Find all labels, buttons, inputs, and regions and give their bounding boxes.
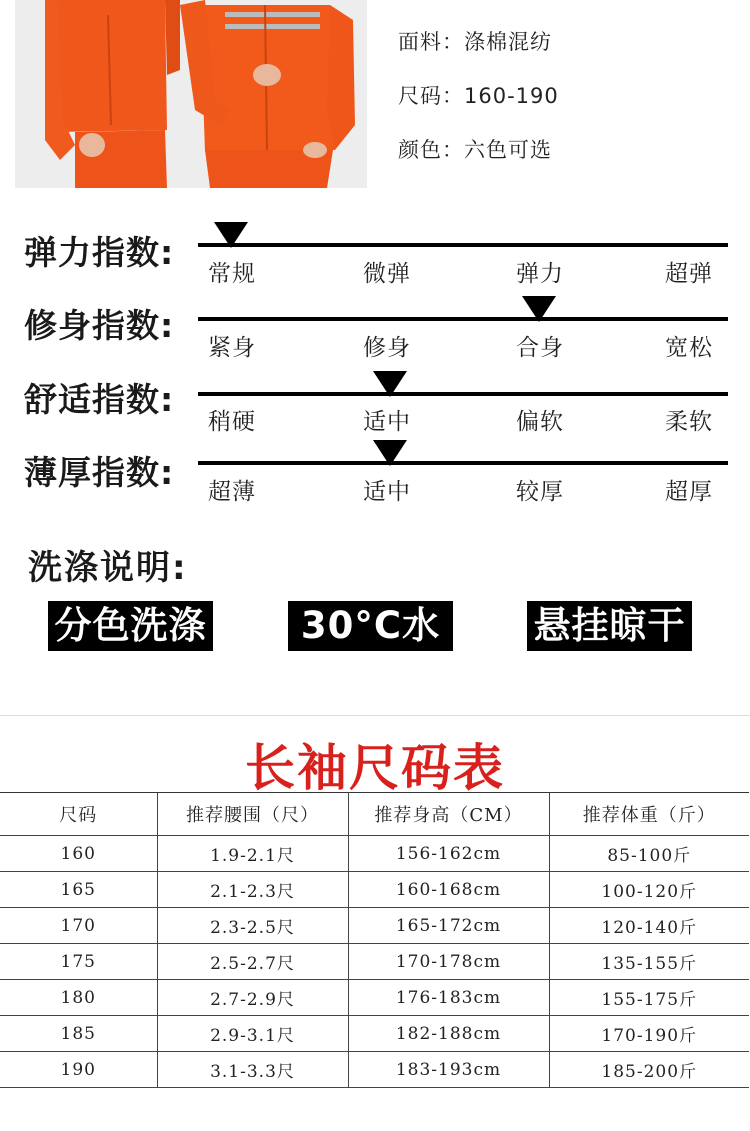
table-cell: 176-183cm <box>348 980 549 1016</box>
elasticity-option: 弹力 <box>516 261 564 287</box>
fit-scale-line <box>198 317 728 321</box>
table-cell: 170-178cm <box>348 944 549 980</box>
fit-index-title: 修身指数: <box>24 306 175 345</box>
column-header: 推荐身高（CM） <box>348 793 549 836</box>
spec-fabric-label: 面料： <box>398 30 464 54</box>
table-cell: 2.1-2.3尺 <box>157 872 348 908</box>
table-cell: 175 <box>0 944 157 980</box>
table-cell: 170 <box>0 908 157 944</box>
elasticity-option: 超弹 <box>665 261 713 287</box>
table-cell: 2.3-2.5尺 <box>157 908 348 944</box>
table-row <box>0 980 749 1016</box>
spec-color-label: 颜色： <box>398 138 464 162</box>
column-header: 尺码 <box>0 793 157 836</box>
table-cell: 183-193cm <box>348 1052 549 1088</box>
comfort-option: 稍硬 <box>208 409 256 435</box>
table-cell: 1.9-2.1尺 <box>157 836 348 872</box>
table-cell: 135-155斤 <box>549 944 749 980</box>
table-cell: 2.7-2.9尺 <box>157 980 348 1016</box>
table-cell: 180 <box>0 980 157 1016</box>
spec-fabric-value: 涤棉混纺 <box>464 30 552 54</box>
table-row <box>0 908 749 944</box>
table-row <box>0 872 749 908</box>
table-header-row <box>0 793 749 836</box>
thickness-option: 适中 <box>363 479 411 505</box>
fit-option: 合身 <box>516 335 564 361</box>
size-table-title: 长袖尺码表 <box>245 738 505 797</box>
elasticity-scale-line <box>198 243 728 247</box>
thickness-scale-line <box>198 461 728 465</box>
spec-fabric <box>398 26 552 56</box>
table-cell: 160 <box>0 836 157 872</box>
table-cell: 185 <box>0 1016 157 1052</box>
comfort-option: 偏软 <box>516 409 564 435</box>
thickness-option: 超薄 <box>208 479 256 505</box>
table-cell: 156-162cm <box>348 836 549 872</box>
elasticity-option: 微弹 <box>363 261 411 287</box>
elasticity-option: 常规 <box>208 261 256 287</box>
spec-size-label: 尺码： <box>398 84 464 108</box>
elasticity-index-title: 弹力指数: <box>24 233 175 272</box>
spec-color <box>398 134 552 164</box>
section-divider <box>0 715 750 716</box>
comfort-option: 柔软 <box>665 409 713 435</box>
table-cell: 85-100斤 <box>549 836 749 872</box>
table-row <box>0 836 749 872</box>
table-cell: 3.1-3.3尺 <box>157 1052 348 1088</box>
table-cell: 165 <box>0 872 157 908</box>
table-row <box>0 944 749 980</box>
spec-color-value: 六色可选 <box>464 138 552 162</box>
table-cell: 182-188cm <box>348 1016 549 1052</box>
table-cell: 160-168cm <box>348 872 549 908</box>
table-cell: 120-140斤 <box>549 908 749 944</box>
table-cell: 2.5-2.7尺 <box>157 944 348 980</box>
wash-badge-temperature: 30°C水温 <box>288 601 453 651</box>
table-cell: 2.9-3.1尺 <box>157 1016 348 1052</box>
comfort-option: 适中 <box>363 409 411 435</box>
fit-option: 宽松 <box>665 335 713 361</box>
fit-option: 修身 <box>363 335 411 361</box>
table-cell: 170-190斤 <box>549 1016 749 1052</box>
comfort-index-title: 舒适指数: <box>24 380 175 419</box>
fit-option: 紧身 <box>208 335 256 361</box>
spec-size <box>398 80 559 110</box>
wash-badge-hang-dry: 悬挂晾干 <box>527 601 692 651</box>
table-cell: 165-172cm <box>348 908 549 944</box>
column-header: 推荐体重（斤） <box>549 793 749 836</box>
table-cell: 155-175斤 <box>549 980 749 1016</box>
table-row <box>0 1016 749 1052</box>
table-row <box>0 1052 749 1088</box>
product-photo <box>15 0 367 188</box>
size-table <box>0 792 749 1088</box>
comfort-scale-line <box>198 392 728 396</box>
table-cell: 100-120斤 <box>549 872 749 908</box>
thickness-option: 较厚 <box>516 479 564 505</box>
table-cell: 185-200斤 <box>549 1052 749 1088</box>
thickness-index-title: 薄厚指数: <box>24 453 175 492</box>
wash-badge-separate: 分色洗涤 <box>48 601 213 651</box>
washing-title: 洗涤说明: <box>28 548 188 588</box>
spec-size-value: 160-190 <box>464 84 559 108</box>
thickness-option: 超厚 <box>665 479 713 505</box>
table-cell: 190 <box>0 1052 157 1088</box>
column-header: 推荐腰围（尺） <box>157 793 348 836</box>
